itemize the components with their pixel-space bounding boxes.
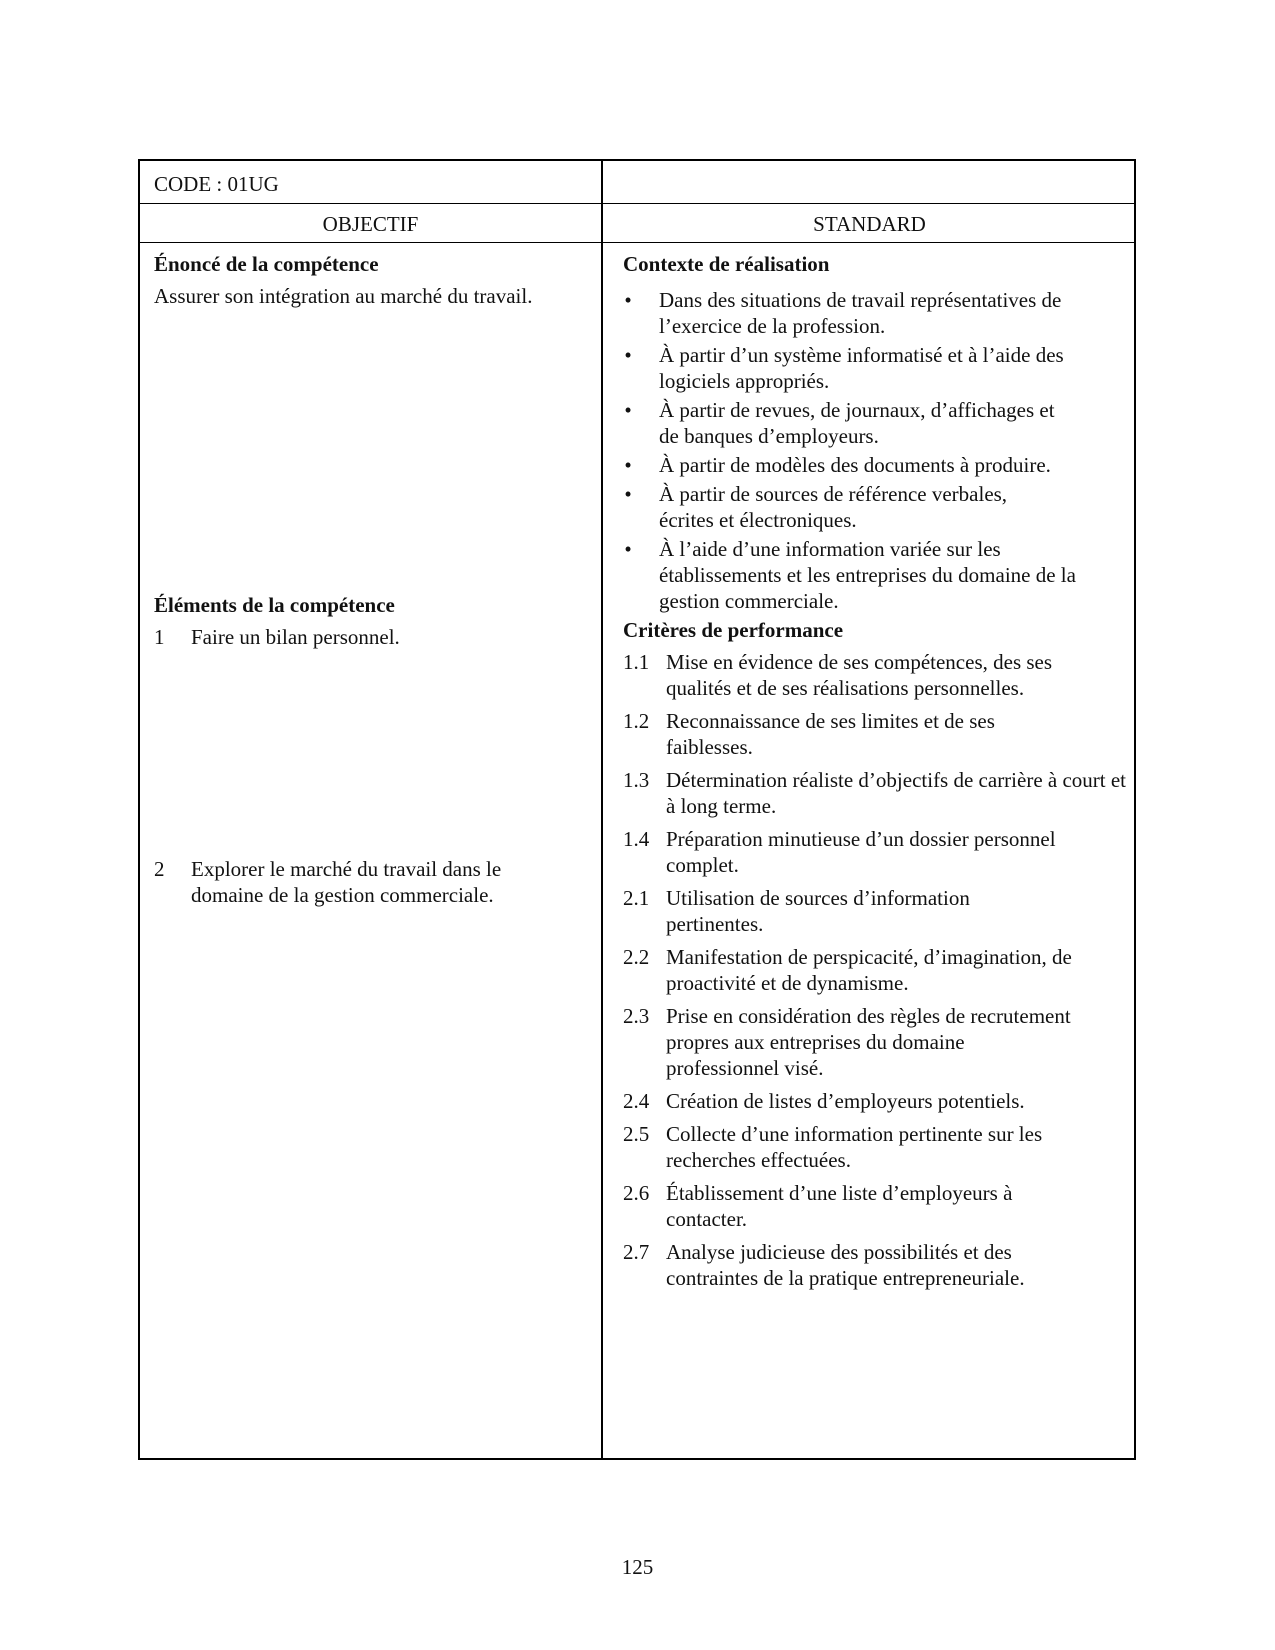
criterion-item [623,1121,1121,1173]
criterion-number: 2.6 [623,1181,650,1205]
criterion-text: Analyse judicieuse des possibilités et des contraintes de la pratique entrepreneuriale. [666,1240,1025,1290]
criterion-item [623,944,1121,996]
standard-heading: STANDARD [813,212,926,236]
row-divider-code [140,203,1134,204]
context-text: Dans des situations de travail représentatives de l’exercice de la profession. [659,288,1062,338]
context-item [623,342,1064,394]
criterion-text: Manifestation de perspicacité, d’imagination, de proactivité et de dynamisme. [666,945,1072,995]
row-divider-headings [140,242,1134,243]
criterion-item [623,767,1131,819]
criterion-item [623,885,1046,937]
criterion-item [623,1003,1071,1081]
criterion-item [623,826,1131,878]
criterion-item [623,1239,1096,1291]
criterion-number: 1.3 [623,768,650,792]
page-number: 125 [621,1555,654,1579]
context-text: À partir de sources de référence verbales, écrites et électroniques. [659,482,1008,532]
context-title: Contexte de réalisation [623,252,830,276]
criterion-item [623,649,1114,701]
criterion-number: 2.2 [623,945,650,969]
criterion-number: 2.7 [623,1240,650,1264]
criterion-text: Reconnaissance de ses limites et de ses faiblesses. [666,709,995,759]
criterion-text: Détermination réaliste d’objectifs de carrière à court et à long terme. [666,768,1127,818]
bullet-icon: • [624,453,632,477]
element-number: 1 [154,625,165,649]
criterion-text: Collecte d’une information pertinente sur les recherches effectuées. [666,1122,1043,1172]
criterion-text: Établissement d’une liste d’employeurs à contacter. [666,1181,1013,1231]
criterion-item [623,1088,1136,1114]
statement-title: Énoncé de la compétence [154,252,379,276]
context-text: À partir de modèles des documents à produire. [659,453,1051,477]
criterion-text: Création de listes d’employeurs potentiels. [666,1089,1025,1113]
bullet-icon: • [624,398,632,422]
context-item [623,287,1064,339]
criterion-number: 2.5 [623,1122,650,1146]
element-item [154,856,536,908]
bullet-icon: • [624,343,632,367]
context-item [623,452,1119,478]
criterion-number: 2.4 [623,1089,650,1113]
criterion-number: 1.4 [623,827,650,851]
bullet-icon: • [624,482,632,506]
element-text: Explorer le marché du travail dans le domaine de la gestion commerciale. [191,857,502,907]
competency-table [138,159,1136,1460]
context-item [623,536,1079,614]
elements-title: Éléments de la compétence [154,593,395,617]
column-divider [601,161,603,1458]
context-text: À partir de revues, de journaux, d’affichages et de banques d’employeurs. [659,398,1055,448]
criterion-text: Préparation minutieuse d’un dossier personnel complet. [666,827,1056,877]
criterion-item [623,708,1071,760]
criterion-item [623,1180,1091,1232]
criterion-number: 1.2 [623,709,650,733]
bullet-icon: • [624,288,632,312]
element-number: 2 [154,857,165,881]
code-label: CODE : 01UG [154,172,279,196]
context-text: À l’aide d’une information variée sur les établissements et les entreprises du domaine de la gestion commerciale. [659,537,1076,613]
objective-column [154,251,594,908]
competency-statement: Assurer son intégration au marché du travail. [154,284,533,308]
criterion-number: 1.1 [623,650,650,674]
criterion-text: Prise en considération des règles de recrutement propres aux entreprises du domaine professionnel visé. [666,1004,1071,1080]
context-text: À partir d’un système informatisé et à l’aide des logiciels appropriés. [659,343,1064,393]
standard-column [623,251,1127,1298]
criteria-list [623,649,1127,1291]
criterion-text: Utilisation de sources d’information pertinentes. [666,886,970,936]
criteria-title: Critères de performance [623,618,844,642]
objective-heading: OBJECTIF [322,212,419,236]
element-text: Faire un bilan personnel. [191,625,400,649]
criterion-number: 2.1 [623,886,650,910]
criterion-text: Mise en évidence de ses compétences, des ses qualités et de ses réalisations personnelles. [666,650,1053,700]
context-item [623,397,1064,449]
context-list [623,287,1123,614]
element-item [154,624,594,650]
bullet-icon: • [624,537,632,561]
criterion-number: 2.3 [623,1004,650,1028]
context-item [623,481,1064,533]
